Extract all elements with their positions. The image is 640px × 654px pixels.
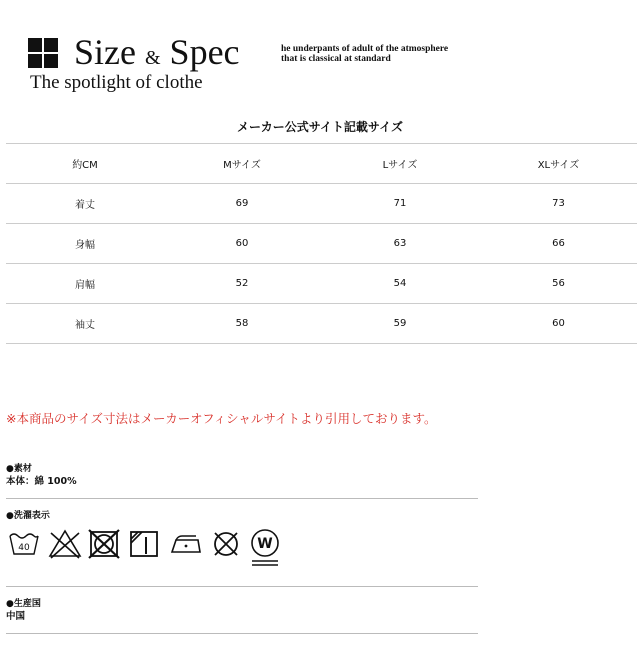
brand-tagline: The spotlight of clothe — [30, 72, 203, 93]
wet-clean-letter: W — [257, 536, 273, 552]
no-dry-clean-icon — [210, 528, 242, 560]
section-divider — [6, 586, 478, 587]
table-header-row — [6, 144, 637, 184]
table-row — [6, 184, 637, 224]
section-divider — [6, 498, 478, 499]
line-dry-shade-icon — [128, 528, 160, 560]
table-cell: 60 — [480, 304, 637, 344]
table-cell: 54 — [320, 264, 480, 304]
table-cell: 52 — [164, 264, 320, 304]
size-source-notice: ※本商品のサイズ寸法はメーカーオフィシャルサイトより引用しております。 — [6, 411, 437, 426]
wash-40-icon — [8, 528, 40, 560]
table-cell: 58 — [164, 304, 320, 344]
row-label-cell: 着丈 — [6, 184, 164, 224]
table-cell: 71 — [320, 184, 480, 224]
header-cell: Mサイズ — [164, 144, 320, 184]
table-cell: 66 — [480, 224, 637, 264]
table-cell: 56 — [480, 264, 637, 304]
table-row — [6, 224, 637, 264]
title-amp-text: & — [144, 47, 161, 69]
logo-squares-icon — [28, 38, 58, 68]
title-spec-text: Spec — [169, 32, 240, 72]
origin-section — [6, 598, 478, 624]
section-divider — [6, 633, 478, 634]
subcopy-line-1: he underpants of adult of the atmosphere — [281, 44, 449, 54]
row-label-cell: 身幅 — [6, 224, 164, 264]
size-table-caption: メーカー公式サイト記載サイズ — [237, 120, 403, 134]
table-cell: 60 — [164, 224, 320, 264]
table-row — [6, 304, 637, 344]
no-bleach-icon — [48, 528, 82, 560]
origin-label: ●生産国 — [6, 599, 41, 609]
brand-subcopy — [281, 44, 448, 64]
table-row — [6, 264, 637, 304]
table-cell: 73 — [480, 184, 637, 224]
header-cell: Lサイズ — [320, 144, 480, 184]
origin-value: 中国 — [6, 611, 26, 622]
table-cell: 63 — [320, 224, 480, 264]
material-value: 本体：綿 100% — [6, 476, 77, 487]
material-label: ●素材 — [6, 464, 32, 474]
header-cell: 約CM — [6, 144, 164, 184]
table-cell: 69 — [164, 184, 320, 224]
size-table — [6, 143, 637, 344]
wet-clean-w-icon — [248, 528, 282, 570]
material-section — [6, 463, 478, 489]
title-size-text: Size — [74, 32, 136, 72]
brand-header — [0, 0, 640, 100]
header-cell: XLサイズ — [480, 144, 637, 184]
wash-temp-text: 40 — [18, 543, 30, 553]
no-tumble-dry-icon — [88, 528, 120, 560]
row-label-cell: 袖丈 — [6, 304, 164, 344]
washing-label: ●洗濯表示 — [6, 511, 50, 521]
iron-low-icon — [168, 528, 204, 560]
row-label-cell: 肩幅 — [6, 264, 164, 304]
table-cell: 59 — [320, 304, 480, 344]
washing-section — [6, 510, 478, 522]
subcopy-line-2: that is classical at standard — [281, 54, 391, 64]
